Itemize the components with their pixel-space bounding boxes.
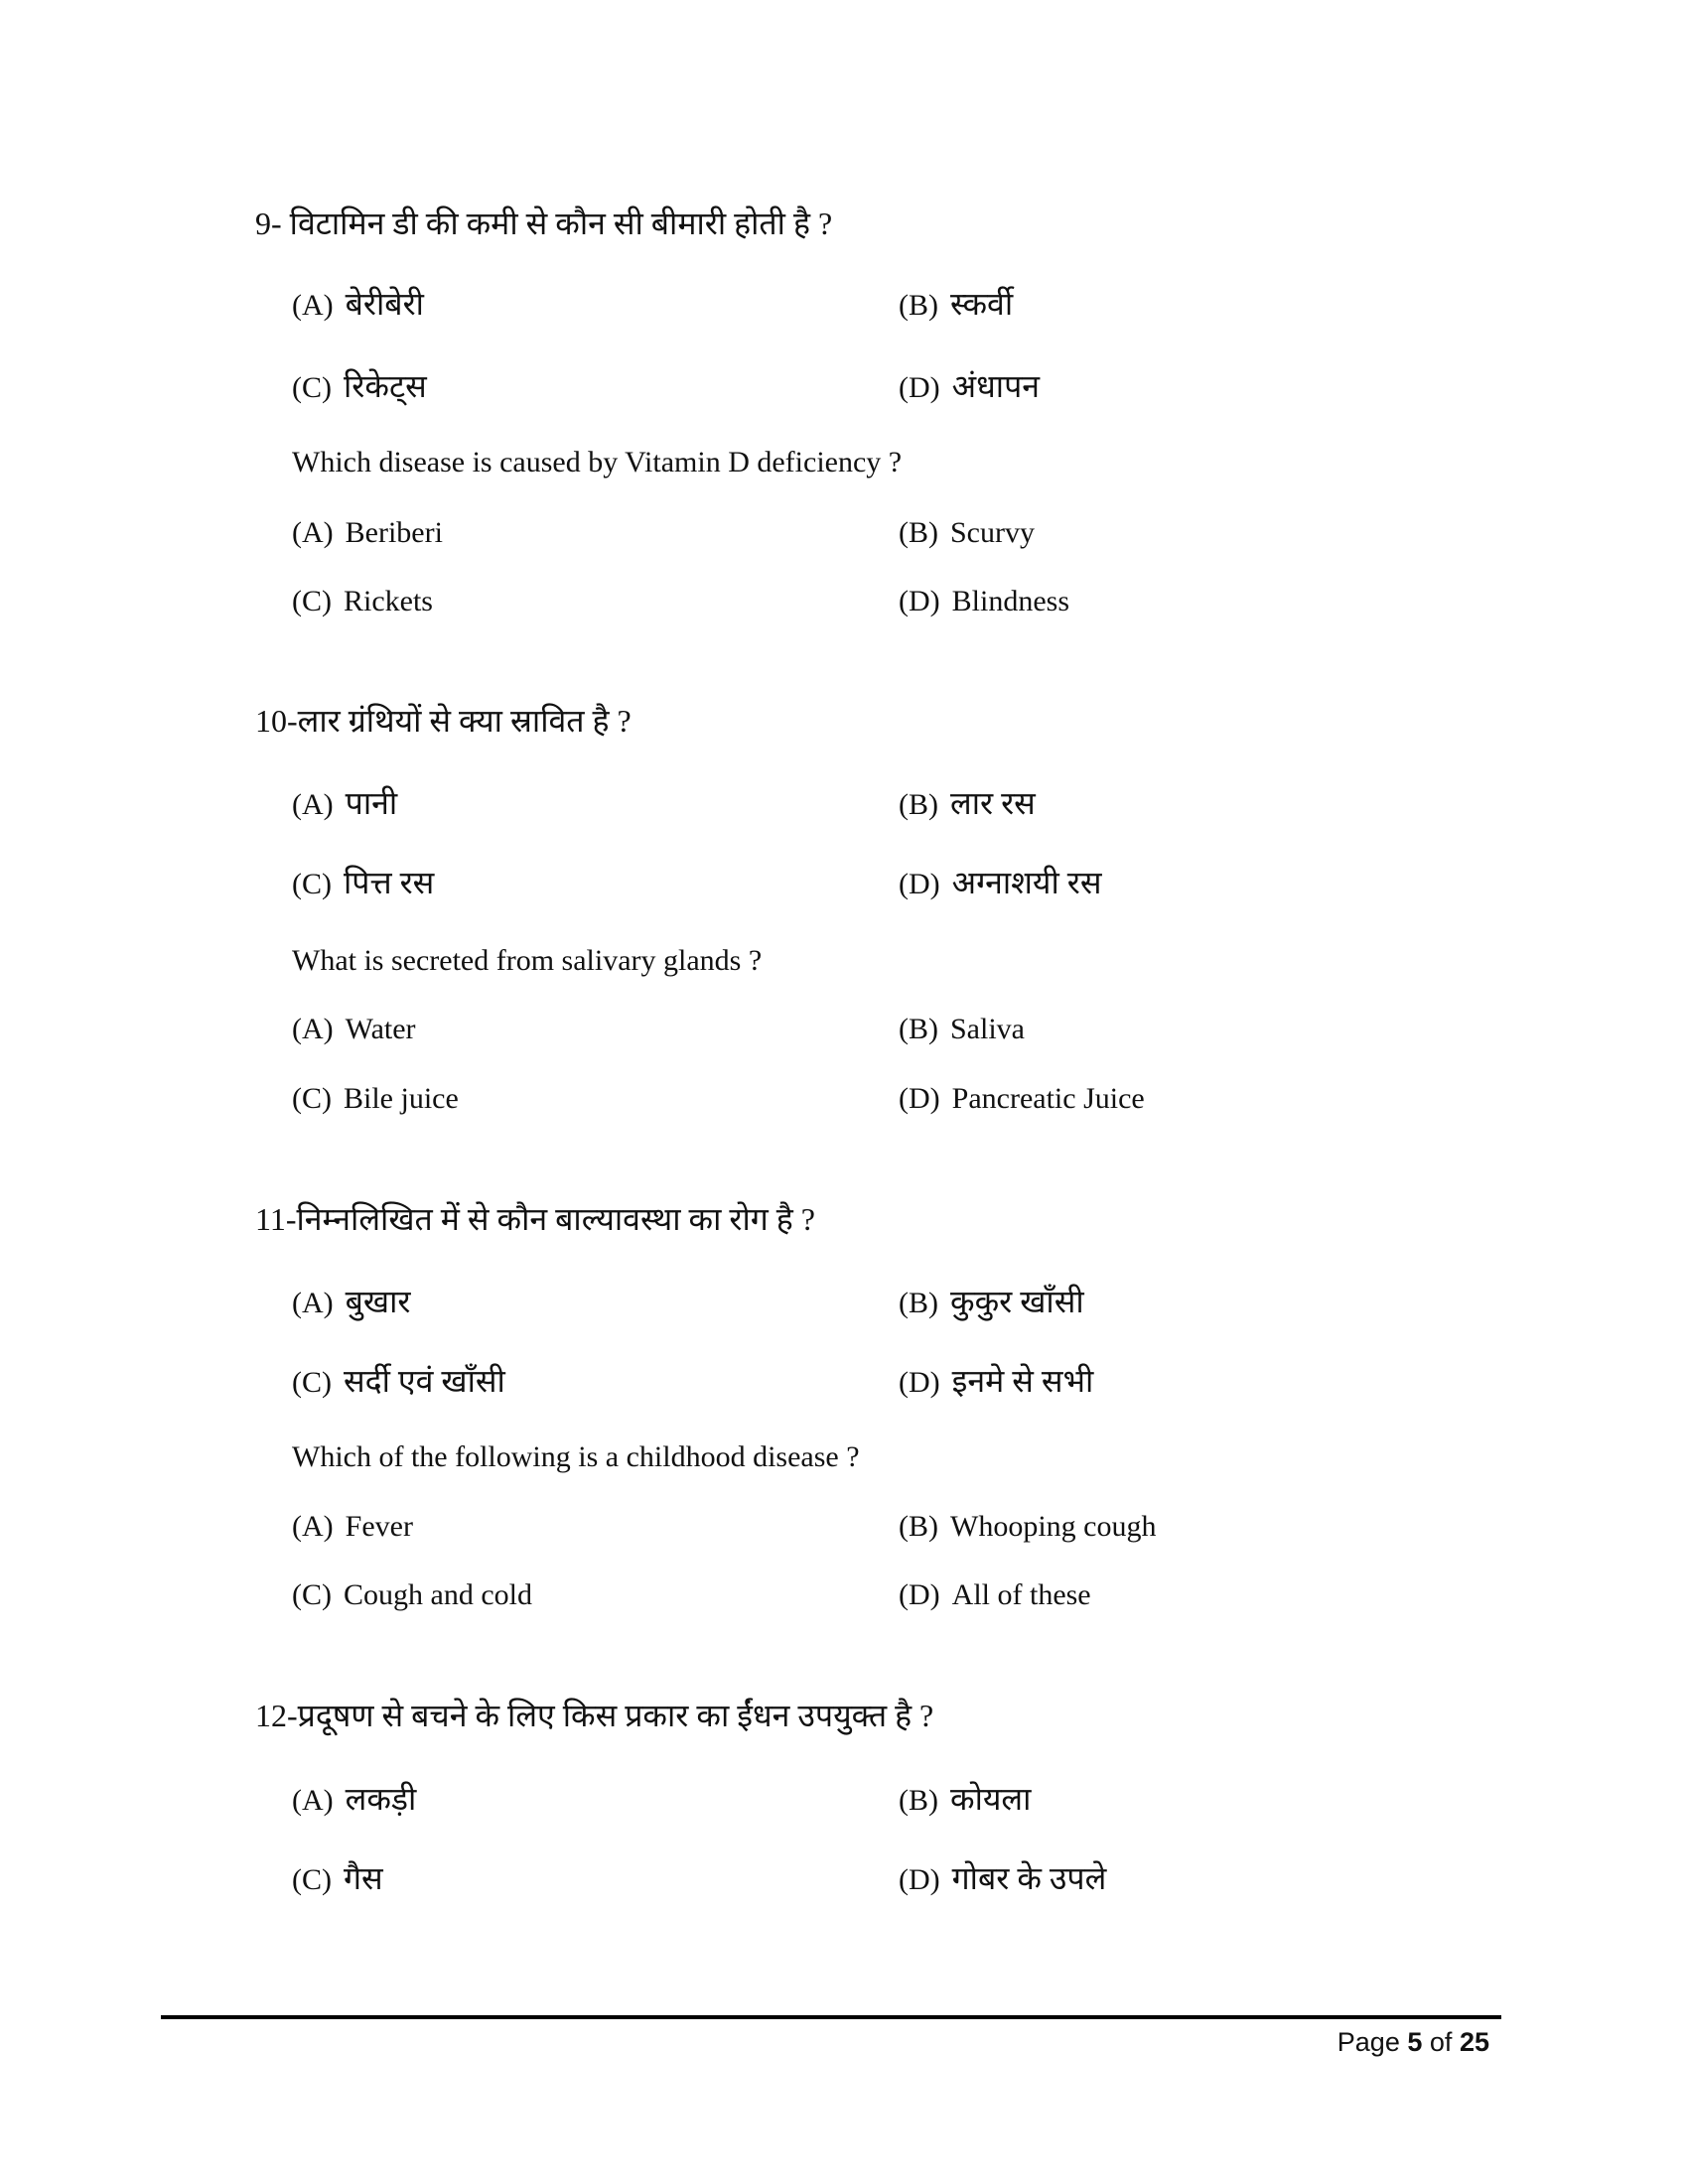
q9-hi-option-d: (D) अंधापन (899, 368, 1041, 404)
page-number: Page 5 of 25 (1336, 2027, 1489, 2057)
q9-en-option-b: (B) Scurvy (899, 516, 1035, 549)
footer-divider (161, 2015, 1501, 2019)
question-10-english: What is secreted from salivary glands ? (292, 944, 763, 977)
q11-hi-option-c: (C) सर्दी एवं खाँसी (292, 1363, 505, 1399)
q10-hi-option-a: (A) पानी (292, 785, 398, 821)
q11-hi-option-d: (D) इनमे से सभी (899, 1363, 1094, 1399)
q9-hi-option-b: (B) स्कर्वी (899, 286, 1014, 322)
q12-hi-option-c: (C) गैस (292, 1860, 383, 1896)
q10-en-option-d: (D) Pancreatic Juice (899, 1082, 1145, 1115)
question-12-hindi: 12-प्रदूषण से बचने के लिए किस प्रकार का ईंधन उपयुक्त है ? (255, 1698, 934, 1733)
q11-hi-option-b: (B) कुकुर खाँसी (899, 1284, 1084, 1319)
q10-en-option-c: (C) Bile juice (292, 1082, 459, 1115)
q11-en-option-d: (D) All of these (899, 1578, 1091, 1611)
q11-en-option-b: (B) Whooping cough (899, 1510, 1157, 1543)
q9-en-option-a: (A) Beriberi (292, 516, 443, 549)
question-10-hindi: 10-लार ग्रंथियों से क्या स्रावित है ? (255, 703, 632, 739)
question-9-hindi: 9- विटामिन डी की कमी से कौन सी बीमारी होती है ? (255, 205, 833, 241)
question-9-english: Which disease is caused by Vitamin D deficiency ? (292, 446, 903, 478)
q9-en-option-d: (D) Blindness (899, 585, 1070, 617)
q10-hi-option-c: (C) पित्त रस (292, 865, 435, 900)
q10-en-option-b: (B) Saliva (899, 1013, 1025, 1045)
q10-hi-option-b: (B) लार रस (899, 785, 1036, 821)
q10-hi-option-d: (D) अग्नाशयी रस (899, 865, 1102, 900)
q12-hi-option-b: (B) कोयला (899, 1781, 1032, 1817)
q12-hi-option-a: (A) लकड़ी (292, 1781, 417, 1817)
q11-hi-option-a: (A) बुखार (292, 1284, 411, 1319)
q11-en-option-c: (C) Cough and cold (292, 1578, 532, 1611)
q11-en-option-a: (A) Fever (292, 1510, 413, 1543)
q9-hi-option-c: (C) रिकेट्स (292, 368, 427, 404)
q9-hi-option-a: (A) बेरीबेरी (292, 286, 424, 322)
question-11-english: Which of the following is a childhood disease ? (292, 1440, 860, 1473)
q10-en-option-a: (A) Water (292, 1013, 416, 1045)
question-11-hindi: 11-निम्नलिखित में से कौन बाल्यावस्था का रोग है ? (255, 1201, 815, 1237)
q9-en-option-c: (C) Rickets (292, 585, 433, 617)
q12-hi-option-d: (D) गोबर के उपले (899, 1860, 1107, 1896)
